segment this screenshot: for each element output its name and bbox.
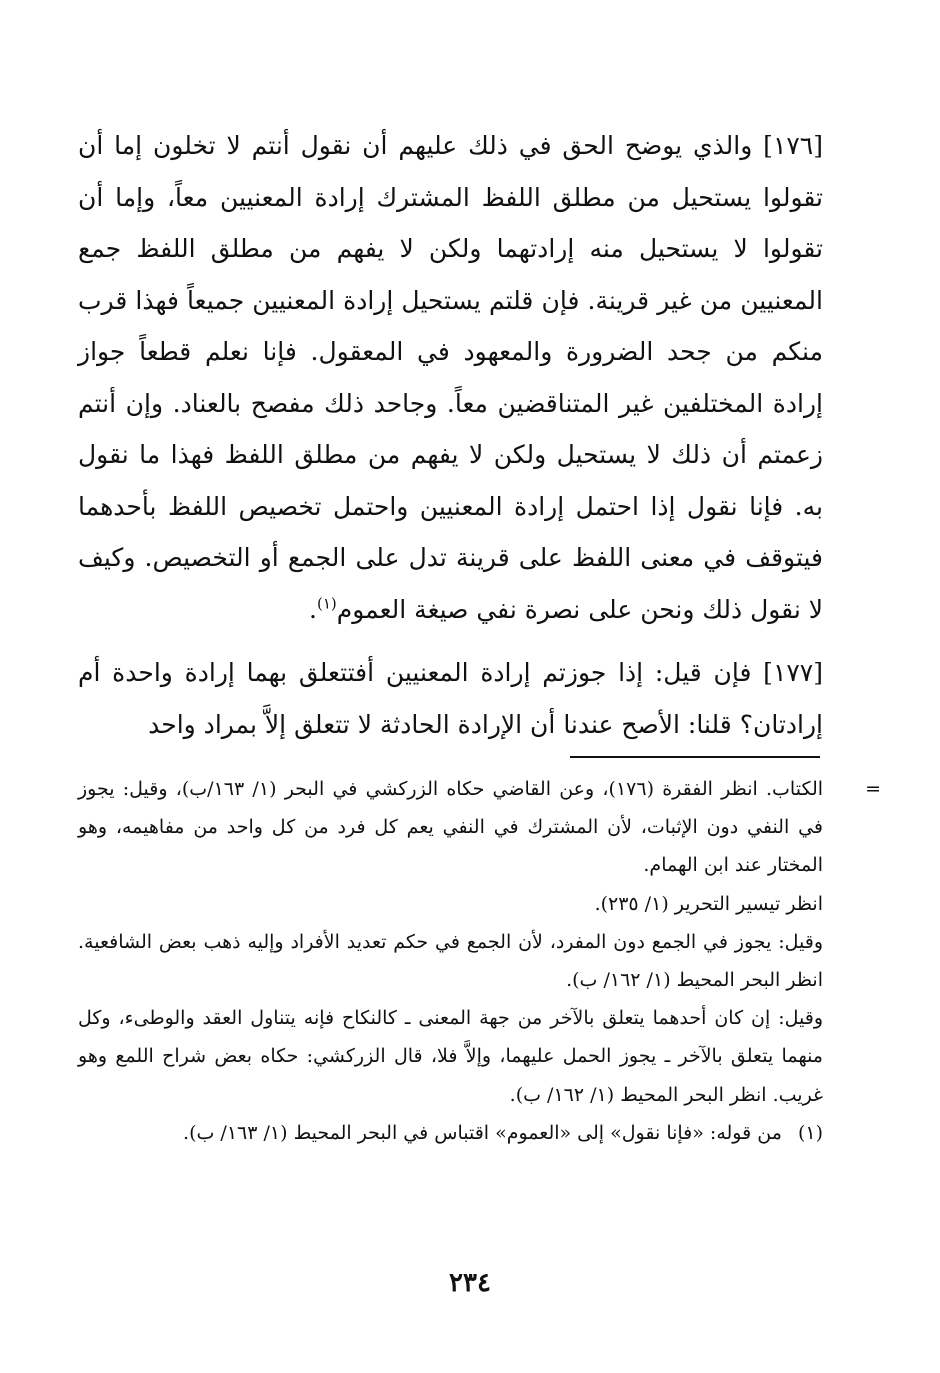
paragraph-end: . bbox=[309, 594, 317, 624]
paragraph-177 bbox=[78, 647, 823, 750]
continuation-mark: = bbox=[865, 778, 881, 800]
footnote-text: من قوله: «فإنا نقول» إلى «العموم» اقتباس في البحر المحيط (١/ ١٦٣/ ب). bbox=[183, 1121, 782, 1144]
paragraph-text: والذي يوضح الحق في ذلك عليهم أن نقول أنتم لا تخلون إما أن تقولوا يستحيل من مطلق اللفظ المشترك إرادة المعنيين معاً، وإما أن تقولوا لا يستحيل منه إرادتهما ولكن لا يفهم من مطلق اللفظ جمع المعنيين من غير قرينة. فإن قلتم يستحيل إرادة المعنيين جميعاً فهذا قرب منكم من جحد الضرورة والمعهود في المعقول. فإنا نعلم قطعاً جواز إرادة المختلفين غير المتناقضين معاً. وجاحد ذلك مفصح بالعناد. وإن أنتم زعمتم أن ذلك لا يستحيل ولكن لا يفهم من مطلق اللفظ فهذا ما نقول به. فإنا نقول إذا احتمل إرادة المعنيين واحتمل تخصيص اللفظ بأحدهما فيتوقف في معنى اللفظ على قرينة تدل على الجمع أو التخصيص. وكيف لا نقول ذلك ونحن على نصرة نفي صيغة العموم bbox=[78, 131, 823, 624]
paragraph-number: [١٧٦] bbox=[763, 131, 823, 160]
paragraph-176 bbox=[78, 120, 823, 635]
footnote-continuation: انظر تيسير التحرير (١/ ٢٣٥). bbox=[594, 892, 823, 915]
footnote-number: (١) bbox=[797, 1121, 823, 1144]
paragraph-number: [١٧٧] bbox=[763, 658, 823, 687]
footnote-reference[interactable]: (١) bbox=[316, 594, 337, 613]
page-number: ٢٣٤ bbox=[449, 1268, 491, 1298]
footnotes bbox=[78, 770, 881, 1152]
footnote-continuation: وقيل: يجوز في الجمع دون المفرد، لأن الجمع في حكم تعديد الأفراد وإليه ذهب بعض الشافعية. انظر البحر المحيط (١/ ١٦٢/ ب). bbox=[78, 930, 823, 992]
footnote-separator bbox=[570, 756, 820, 758]
footnote-text: الكتاب. انظر الفقرة (١٧٦)، وعن القاضي حكاه الزركشي في البحر (١/ ١٦٣/ب)، وقيل: يجوز في النفي دون الإثبات، لأن المشترك في النفي يعم كل فرد من كل واحد من مفاهيمه، وهو المختار عند ابن الهمام. bbox=[78, 778, 824, 877]
footnote-continuation: وقيل: إن كان أحدهما يتعلق بالآخر من جهة المعنى ـ كالنكاح فإنه يتناول العقد والوطىء، وكل منهما يتعلق بالآخر ـ يجوز الحمل عليهما، وإلاَّ فلا، قال الزركشي: حكاه بعض شراح اللمع وهو غريب. انظر البحر المحيط (١/ ١٦٢/ ب). bbox=[78, 1007, 823, 1106]
paragraph-text: فإن قيل: إذا جوزتم إرادة المعنيين أفتتعلق بهما إرادة واحدة أم إرادتان؟ قلنا: الأصح عندنا أن الإرادة الحادثة لا تتعلق إلاَّ بمراد واحد bbox=[78, 658, 823, 739]
footnote-continuation bbox=[78, 770, 881, 885]
footnote-1 bbox=[78, 1114, 823, 1152]
main-text bbox=[78, 120, 823, 750]
